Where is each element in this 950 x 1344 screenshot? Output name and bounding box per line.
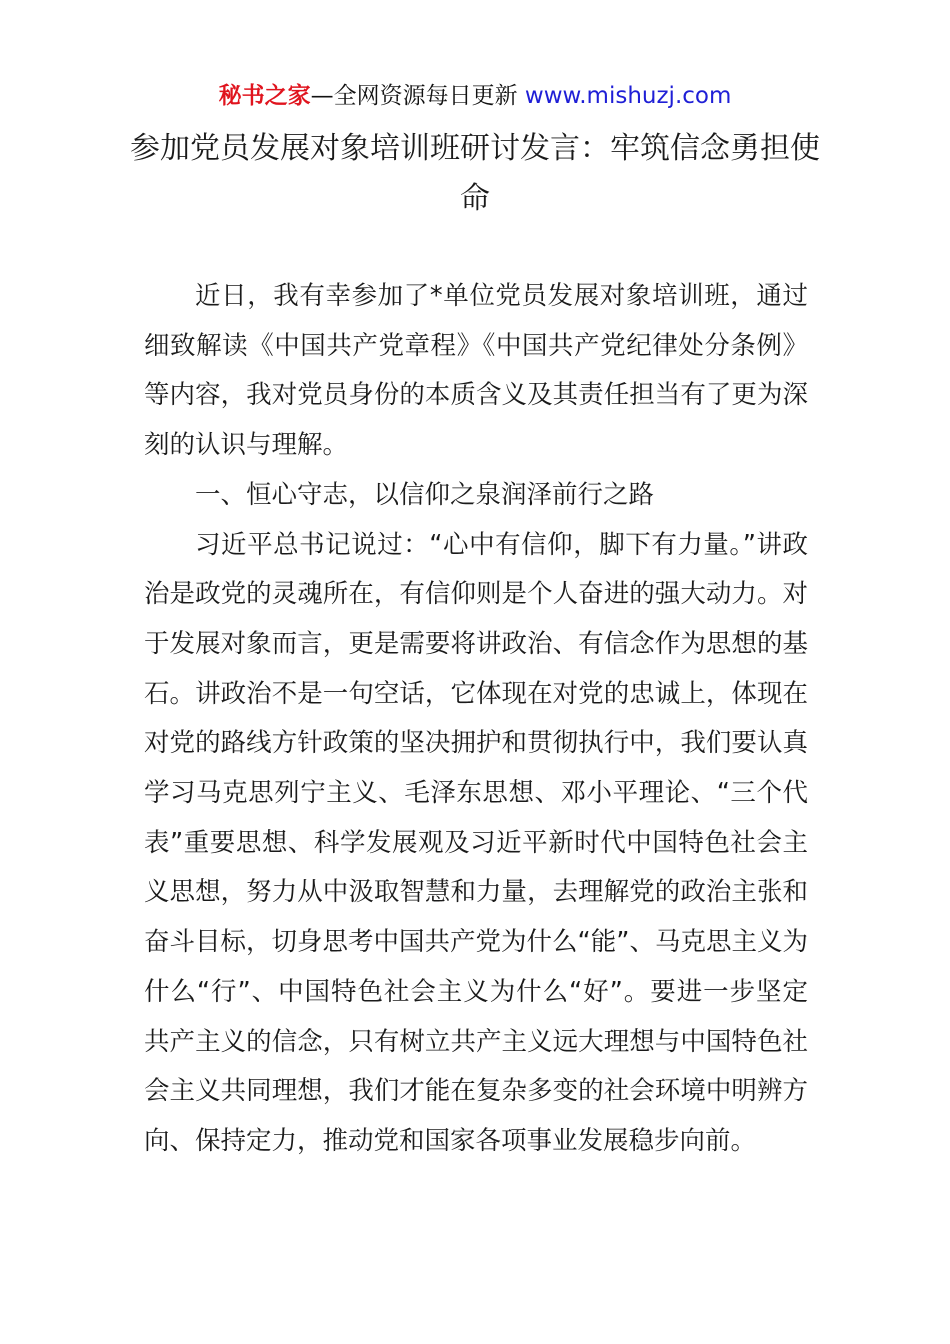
brand-name: 秘书之家 xyxy=(218,83,311,109)
body-paragraph: 习近平总书记说过：“心中有信仰，脚下有力量。”讲政治是政党的灵魂所在，有信仰则是个人奋进的强大动力。对于发展对象而言，更是需要将讲政治、有信念作为思想的基石。讲政治不是一句空话，它体现在对党的忠诚上，体现在对党的路线方针政策的坚决拥护和贯彻执行中，我们要认真学习马克思列宁主义、毛泽东思想、邓小平理论、“三个代表”重要思想、科学发展观及习近平新时代中国特色社会主义思想，努力从中汲取智慧和力量，去理解党的政治主张和奋斗目标，切身思考中国共产党为什么“能”、马克思主义为什么“行”、中国特色社会主义为什么“好”。要进一步坚定共产主义的信念，只有树立共产主义远大理想与中国特色社会主义共同理想，我们才能在复杂多变的社会环境中明辨方向、保持定力，推动党和国家各项事业发展稳步向前。 xyxy=(144,529,808,1156)
section-heading: 一、恒心守志，以信仰之泉润泽前行之路 xyxy=(195,479,655,510)
site-header xyxy=(0,80,950,112)
document-body xyxy=(144,272,808,1167)
site-tagline: —全网资源每日更新 xyxy=(310,83,518,109)
intro-paragraph: 近日，我有幸参加了*单位党员发展对象培训班，通过细致解读《中国共产党章程》《中国共产党纪律处分条例》等内容，我对党员身份的本质含义及其责任担当有了更为深刻的认识与理解。 xyxy=(144,281,808,461)
site-url-link[interactable]: www.mishuzj.com xyxy=(524,83,732,109)
document-title: 参加党员发展对象培训班研讨发言：牢筑信念勇担使命 xyxy=(130,131,820,216)
